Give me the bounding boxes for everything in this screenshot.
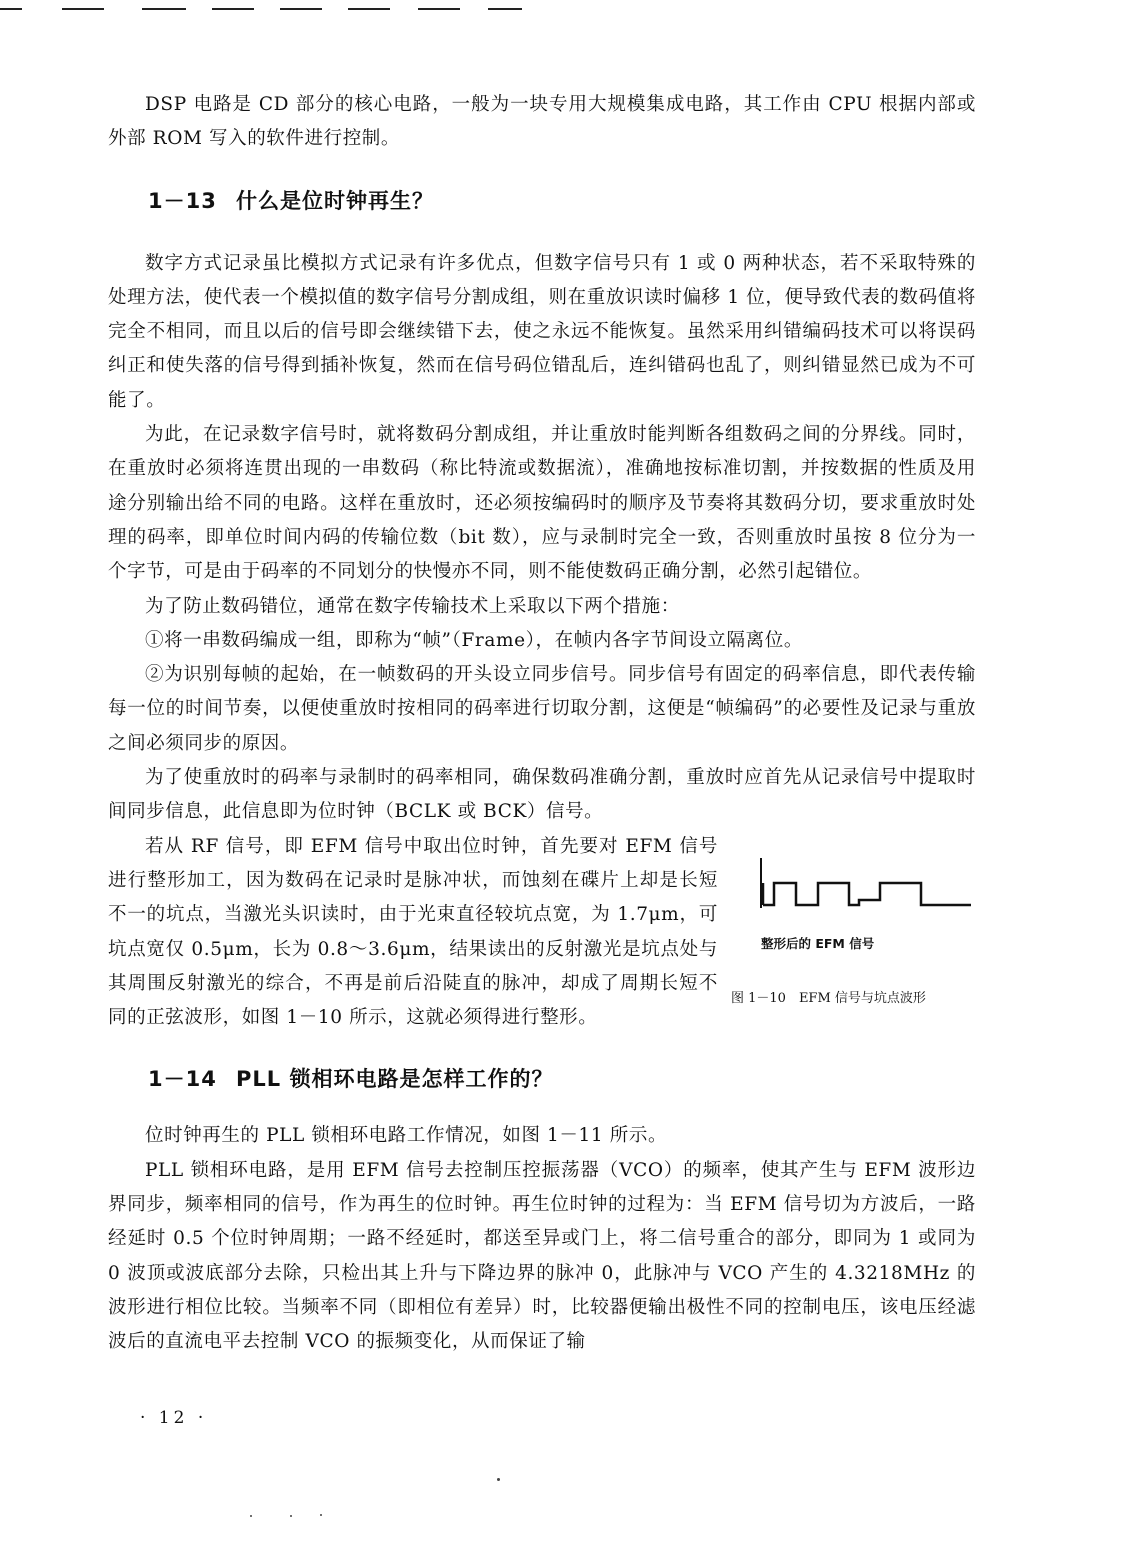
section-number: 1－13	[148, 188, 217, 213]
scan-speck	[250, 1515, 252, 1517]
section-title: 什么是位时钟再生？	[236, 188, 434, 213]
scan-speck	[497, 1478, 500, 1481]
section-heading-1-14	[108, 1063, 976, 1093]
paragraph: 若从 RF 信号，即 EFM 信号中取出位时钟，首先要对 EFM 信号进行整形加工，因为数码在记录时是脉冲状，而蚀刻在碟片上却是长短不一的坑点，当激光头识读时，由于光束直径较坑点宽，为 1.7μm，可坑点宽仅 0.5μm，长为 0.8～3.6μm，结果读出的反射激光是坑点处与其周围反射激光的综合，不再是前后沿陡直的脉冲，却成了周期长短不同的正弦波形，如图 1－10 所示，这就必须得进行整形。	[108, 835, 718, 1029]
paragraph: 为了防止数码错位，通常在数字传输技术上采取以下两个措施：	[145, 595, 680, 617]
section-heading-1-13	[108, 185, 976, 215]
figure-caption: 图 1－10 EFM 信号与坑点波形	[731, 990, 926, 1006]
page-number: · 12 ·	[140, 1408, 208, 1428]
scan-speck	[320, 1514, 322, 1516]
list-item-1: ①将一串数码编成一组，即称为“帧”（Frame），在帧内各字节间设立隔离位。	[145, 629, 803, 651]
section-title: PLL 锁相环电路是怎样工作的？	[236, 1067, 554, 1092]
text-with-figure	[108, 830, 976, 1036]
figure-1-10	[731, 850, 976, 1030]
paragraph: PLL 锁相环电路，是用 EFM 信号去控制压控振荡器（VCO）的频率，使其产生与 EFM 波形边界同步，频率相同的信号，作为再生的位时钟。再生位时钟的过程为：当 EFM 信号切为方波后，一路经延时 0.5 个位时钟周期；一路不经延时，都送至异或门上，将二信号重合的部分，即同为 1 或同为 0 波顶或波底部分去除，只检出其上升与下降边界的脉冲 0，此脉冲与 VCO 产生的 4.3218MHz 的波形进行相位比较。当频率不同（即相位有差异）时，比较器便输出极性不同的控制电压，该电压经滤波后的直流电平去控制 VCO 的振频变化，从而保证了输	[108, 1159, 976, 1353]
efm-waveform-diagram	[731, 850, 976, 930]
paragraph: 为了使重放时的码率与录制时的码率相同，确保数码准确分割，重放时应首先从记录信号中提取时间同步信息，此信息即为位时钟（BCLK 或 BCK）信号。	[108, 767, 976, 823]
intro-paragraph: DSP 电路是 CD 部分的核心电路，一般为一块专用大规模集成电路，其工作由 CPU 根据内部或外部 ROM 写入的软件进行控制。	[108, 94, 976, 150]
top-edge-marks	[0, 0, 1122, 20]
page-content	[108, 88, 976, 1360]
paragraph: 为此，在记录数字信号时，就将数码分割成组，并让重放时能判断各组数码之间的分界线。同时，在重放时必须将连贯出现的一串数码（称比特流或数据流），准确地按标准切割，并按数据的性质及用途分别输出给不同的电路。这样在重放时，还必须按编码时的顺序及节奏将其数码分切，要求重放时处理的码率，即单位时间内码的传输位数（bit 数），应与录制时完全一致，否则重放时虽按 8 位分为一个字节，可是由于码率的不同划分的快慢亦不同，则不能使数码正确分割，必然引起错位。	[108, 424, 976, 583]
figure-label: 整形后的 EFM 信号	[761, 935, 875, 951]
list-item-2: ②为识别每帧的起始，在一帧数码的开头设立同步信号。同步信号有固定的码率信息，即代表传输每一位的时间节奏，以便使重放时按相同的码率进行切取分割，这便是“帧编码”的必要性及记录与重放之间必须同步的原因。	[108, 664, 976, 754]
paragraph: 位时钟再生的 PLL 锁相环电路工作情况，如图 1－11 所示。	[145, 1125, 668, 1147]
paragraph: 数字方式记录虽比模拟方式记录有许多优点，但数字信号只有 1 或 0 两种状态，若不采取特殊的处理方法，使代表一个模拟值的数字信号分割成组，则在重放识读时偏移 1 位，便导致代表的数码值将完全不相同，而且以后的信号即会继续错下去，使之永远不能恢复。虽然采用纠错编码技术可以将误码纠正和使失落的信号得到插补恢复，然而在信号码位错乱后，连纠错码也乱了，则纠错显然已成为不可能了。	[108, 252, 976, 411]
section-number: 1－14	[148, 1067, 217, 1092]
efm-square-wave	[763, 883, 971, 905]
scan-speck	[290, 1515, 292, 1517]
